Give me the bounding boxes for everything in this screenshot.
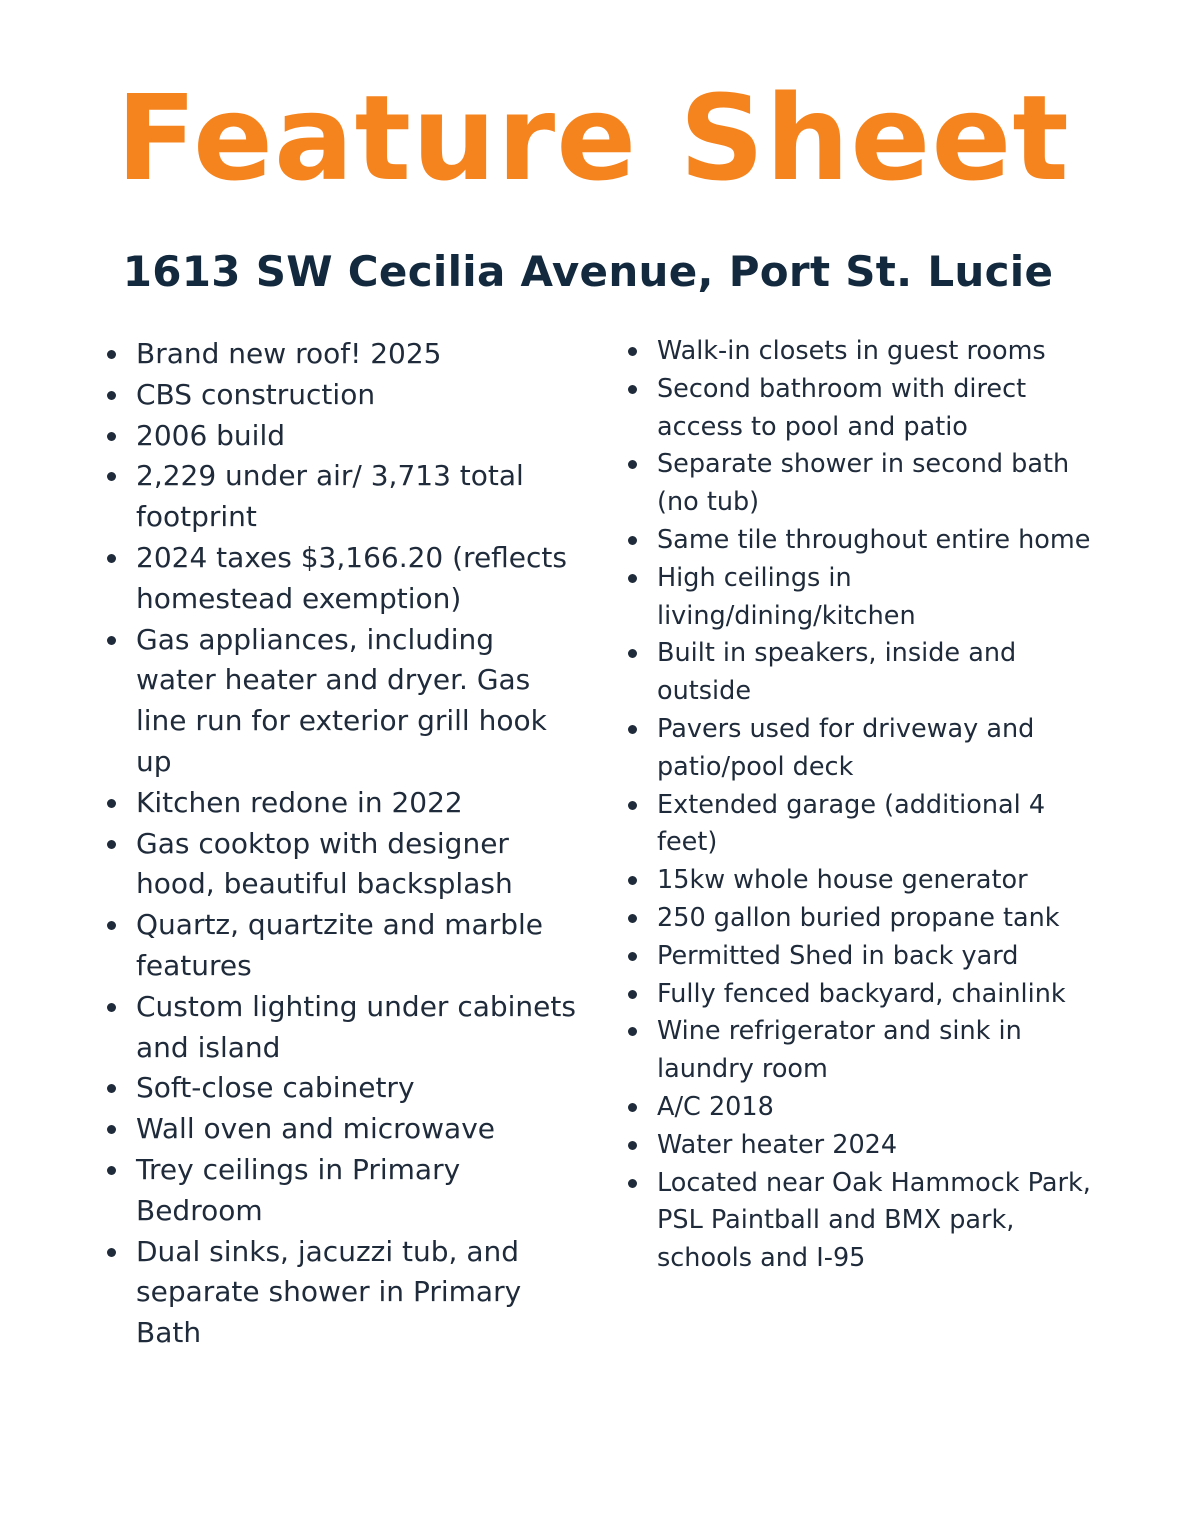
features-list-left <box>136 334 576 1354</box>
feature-item: Water heater 2024 <box>657 1127 1107 1165</box>
feature-item: Gas appliances, including water heater and dryer. Gas line run for exterior grill hook up <box>136 620 576 783</box>
feature-item: Kitchen redone in 2022 <box>136 783 576 824</box>
feature-item: Wall oven and microwave <box>136 1109 576 1150</box>
property-address: 1613 SW Cecilia Avenue, Port St. Lucie <box>122 247 1054 296</box>
feature-item: Dual sinks, jacuzzi tub, and separate shower in Primary Bath <box>136 1232 576 1354</box>
feature-item: Gas cooktop with designer hood, beautiful backsplash <box>136 824 576 906</box>
feature-item: Custom lighting under cabinets and island <box>136 987 576 1069</box>
feature-item: Wine refrigerator and sink in laundry room <box>657 1013 1107 1089</box>
feature-item: 2,229 under air/ 3,713 total footprint <box>136 456 576 538</box>
feature-item: Pavers used for driveway and patio/pool deck <box>657 711 1107 787</box>
feature-item: Soft-close cabinetry <box>136 1068 576 1109</box>
feature-item: Extended garage (additional 4 feet) <box>657 787 1107 863</box>
feature-item: Located near Oak Hammock Park, PSL Paintball and BMX park, schools and I-95 <box>657 1165 1107 1278</box>
feature-item: Brand new roof! 2025 <box>136 334 576 375</box>
feature-item: High ceilings in living/dining/kitchen <box>657 560 1107 636</box>
feature-item: Built in speakers, inside and outside <box>657 635 1107 711</box>
feature-item: 250 gallon buried propane tank <box>657 900 1107 938</box>
feature-item: 2006 build <box>136 416 576 457</box>
feature-item: Quartz, quartzite and marble features <box>136 905 576 987</box>
feature-item: Same tile throughout entire home <box>657 522 1107 560</box>
feature-item: Permitted Shed in back yard <box>657 938 1107 976</box>
page-title: Feature Sheet <box>116 69 1070 207</box>
feature-item: Fully fenced backyard, chainlink <box>657 976 1107 1014</box>
feature-item: CBS construction <box>136 375 576 416</box>
feature-item: 15kw whole house generator <box>657 862 1107 900</box>
feature-item: Separate shower in second bath (no tub) <box>657 446 1107 522</box>
features-list-right <box>657 333 1107 1278</box>
feature-item: 2024 taxes $3,166.20 (reflects homestead exemption) <box>136 538 576 620</box>
feature-item: Trey ceilings in Primary Bedroom <box>136 1150 576 1232</box>
feature-item: A/C 2018 <box>657 1089 1107 1127</box>
feature-item: Walk-in closets in guest rooms <box>657 333 1107 371</box>
feature-item: Second bathroom with direct access to pool and patio <box>657 371 1107 447</box>
